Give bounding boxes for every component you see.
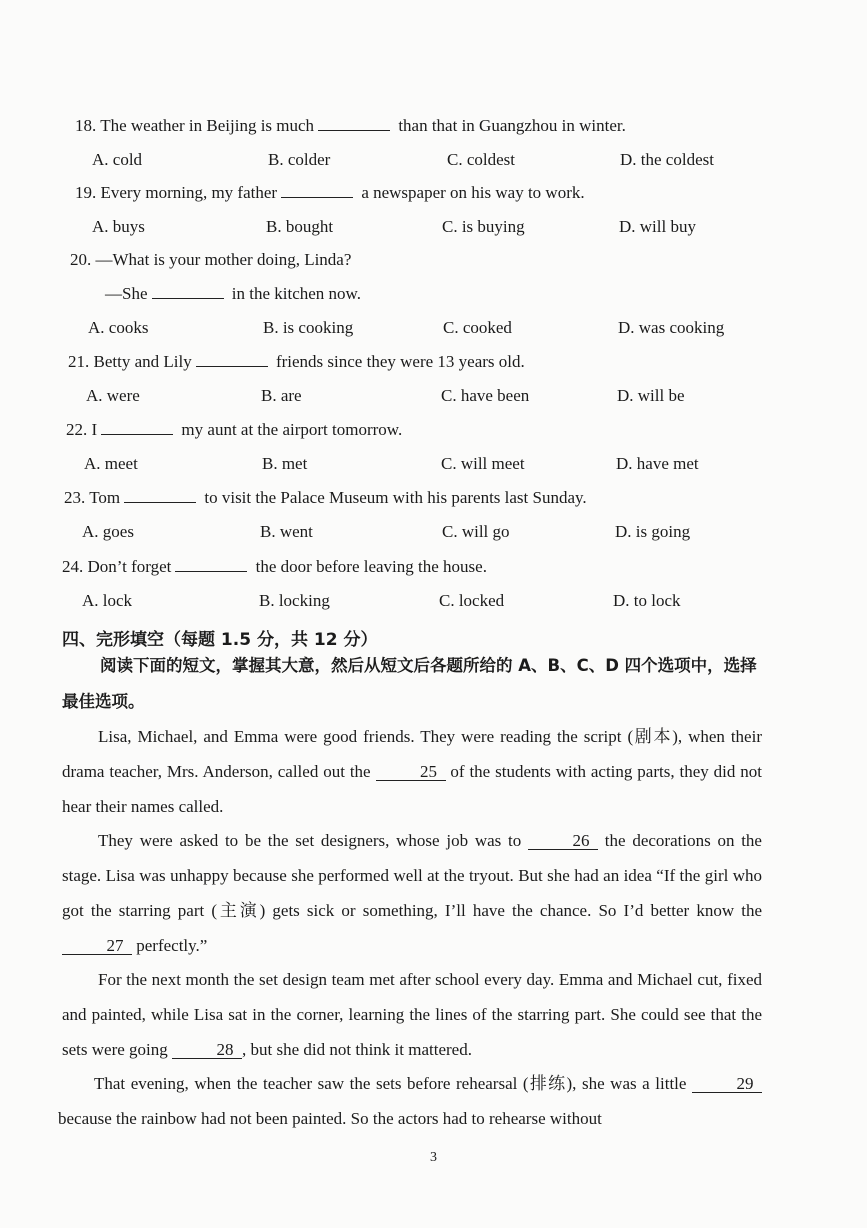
option: C. have been: [441, 386, 530, 405]
passage-text: the decorations on the stage. Lisa was unhappy because she performed well at the tryout. But she had an idea “If the girl who got the starring part (主演) gets sick or something, I’ll have the chance. So I’d better know the: [62, 831, 762, 920]
option: B. went: [260, 522, 313, 541]
passage-text: perfectly.”: [132, 936, 208, 955]
question-text: 23. Tom: [64, 488, 121, 507]
option: D. will buy: [619, 217, 696, 236]
section-instruction: 阅读下面的短文，掌握其大意，然后从短文后各题所给的 A、B、C、D 四个选项中，选择最佳选项。: [62, 656, 757, 711]
passage-paragraph-4: [58, 1066, 762, 1136]
option: C. is buying: [442, 217, 525, 236]
option: B. locking: [259, 591, 330, 610]
option: A. meet: [84, 454, 138, 473]
question-text: the door before leaving the house.: [251, 557, 487, 576]
answer-blank: [281, 183, 353, 198]
option: D. to lock: [613, 591, 681, 610]
option: C. will go: [442, 522, 510, 541]
passage-paragraph-3: [62, 962, 762, 1067]
passage-text: They were asked to be the set designers, whose job was to: [98, 831, 529, 850]
question-text: in the kitchen now.: [227, 284, 361, 303]
question-19: [75, 183, 585, 203]
option: A. cold: [92, 150, 143, 169]
question-text: a newspaper on his way to work.: [357, 183, 585, 202]
option: D. will be: [617, 386, 685, 405]
passage-text: For the next month the set design team met after school every day. Emma and Michael cut, fixed and painted, while Lisa sat in the corner, learning the lines of the starring part. She could see that the sets were going: [62, 970, 762, 1059]
question-text: 24. Don’t forget: [62, 557, 172, 576]
section-title: 四、完形填空（每题 1.5 分，共 12 分）: [62, 630, 378, 650]
option: A. lock: [82, 591, 133, 610]
passage-text: because the rainbow had not been painted. So the actors had to rehearse without: [58, 1109, 602, 1128]
question-21: [68, 352, 525, 372]
option: C. locked: [439, 591, 505, 610]
question-text: —She: [105, 284, 148, 303]
question-text: 18. The weather in Beijing is much: [75, 116, 315, 135]
option: D. the coldest: [620, 150, 714, 169]
option: B. are: [261, 386, 302, 405]
option: C. coldest: [447, 150, 515, 169]
cloze-blank-27: 27: [62, 938, 132, 955]
question-text: 20. —What is your mother doing, Linda?: [70, 250, 352, 269]
option: D. have met: [616, 454, 699, 473]
option: C. cooked: [443, 318, 512, 337]
cloze-blank-28: 28: [172, 1042, 242, 1059]
answer-blank: [175, 557, 247, 572]
passage-text: , but she did not think it mattered.: [242, 1040, 472, 1059]
question-text: to visit the Palace Museum with his parents last Sunday.: [200, 488, 587, 507]
cloze-blank-25: 25: [376, 764, 446, 781]
cloze-blank-29: 29: [692, 1076, 762, 1093]
answer-blank: [124, 488, 196, 503]
option: D. is going: [615, 522, 691, 541]
option: B. bought: [266, 217, 334, 236]
question-22: [66, 420, 402, 440]
passage-text: Lisa, Michael, and Emma were good friends. They were reading the script (剧本), when their drama teacher, Mrs. Anderson, called out the: [62, 727, 762, 781]
option: B. colder: [268, 150, 331, 169]
answer-blank: [318, 116, 390, 131]
option: B. met: [262, 454, 308, 473]
option: A. goes: [82, 522, 134, 541]
answer-blank: [196, 352, 268, 367]
question-text: friends since they were 13 years old.: [271, 352, 525, 371]
passage-paragraph-1: [62, 719, 762, 824]
option: B. is cooking: [263, 318, 354, 337]
question-20: [70, 250, 351, 270]
option: A. were: [86, 386, 140, 405]
option: A. cooks: [88, 318, 149, 337]
passage-text: That evening, when the teacher saw the sets before rehearsal (排练), she was a little: [94, 1074, 692, 1093]
option: A. buys: [92, 217, 145, 236]
question-20-line2: [105, 284, 361, 304]
question-text: 21. Betty and Lily: [68, 352, 192, 371]
question-18: [75, 116, 626, 136]
question-23: [64, 488, 587, 508]
option: C. will meet: [441, 454, 525, 473]
answer-blank: [101, 420, 173, 435]
cloze-blank-26: 26: [528, 833, 598, 850]
question-text: 22. I: [66, 420, 98, 439]
question-text: 19. Every morning, my father: [75, 183, 278, 202]
answer-blank: [152, 284, 224, 299]
passage-text: of the students with acting parts, they did not hear their names called.: [62, 762, 762, 816]
question-24: [62, 557, 487, 577]
passage-paragraph-2: [62, 823, 762, 963]
question-text: my aunt at the airport tomorrow.: [177, 420, 403, 439]
option: D. was cooking: [618, 318, 725, 337]
page-number: 3: [430, 1150, 437, 1165]
question-text: than that in Guangzhou in winter.: [394, 116, 626, 135]
